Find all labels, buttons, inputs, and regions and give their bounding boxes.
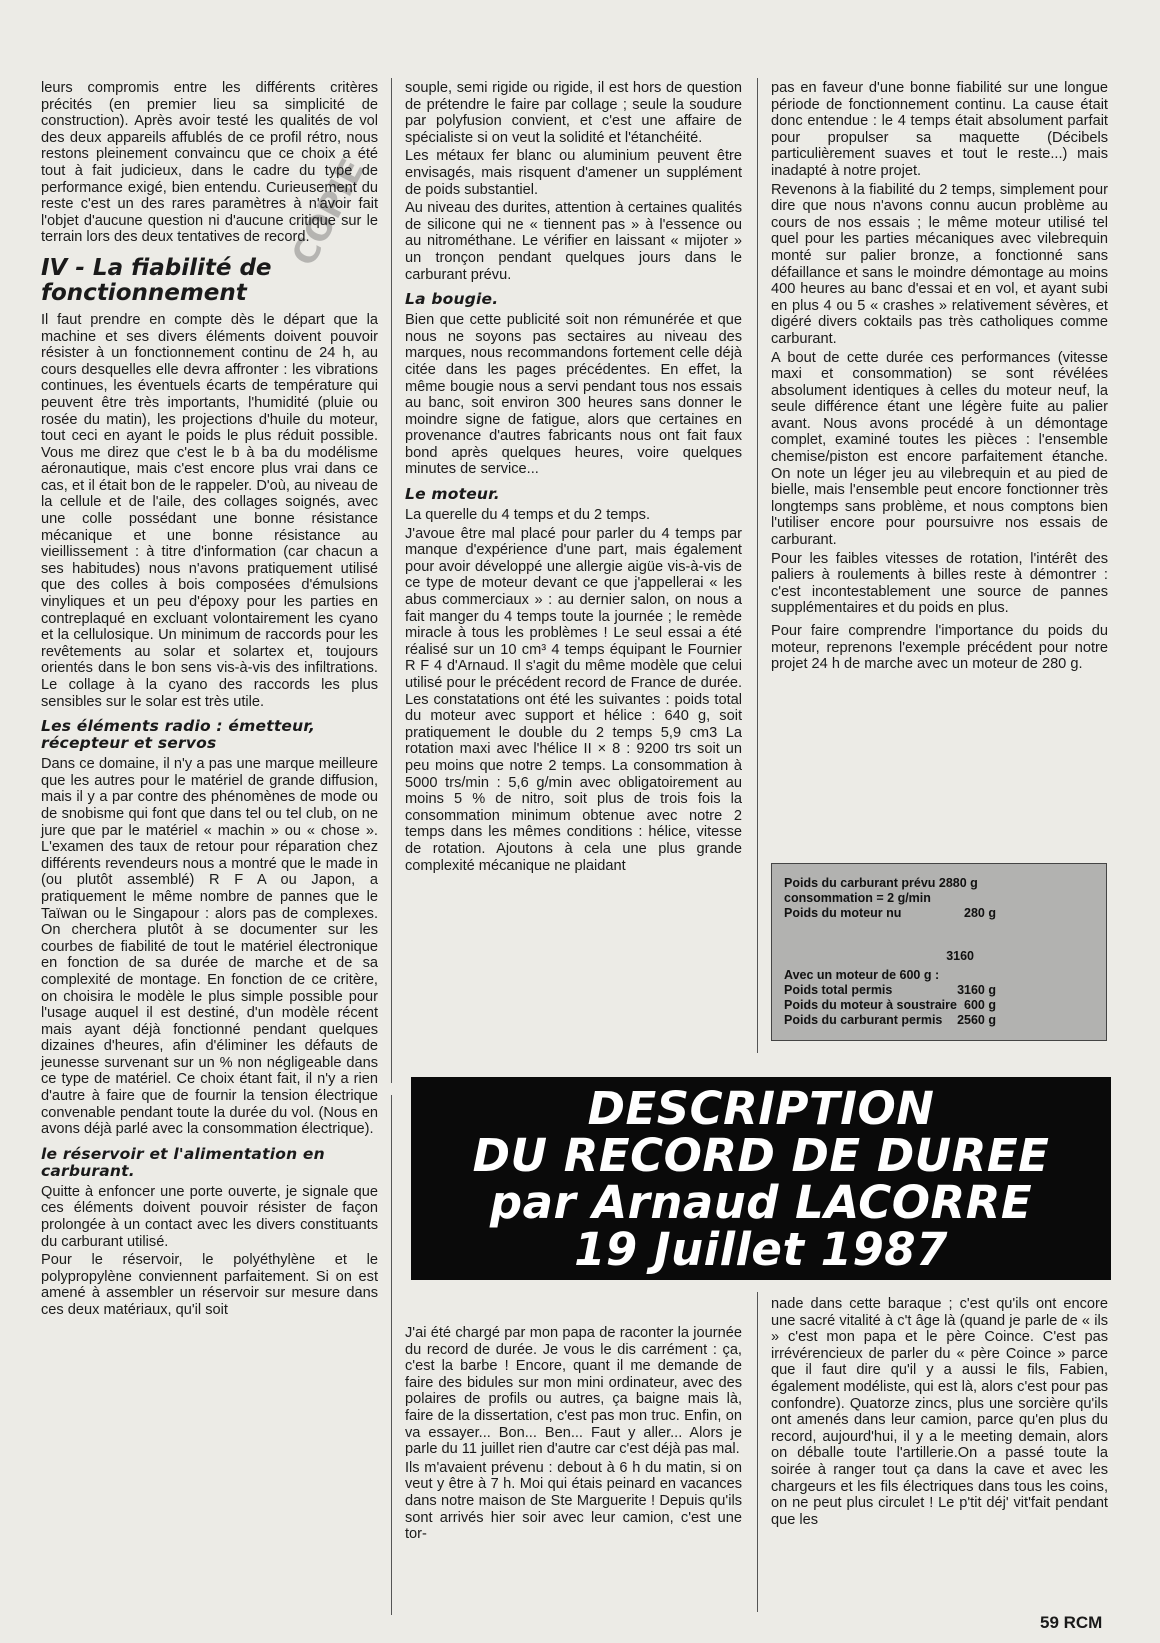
column-rule [757,78,758,1053]
column-1 [41,80,378,1321]
fuel-box-row [784,906,996,921]
fuel-box-total: 3160 [946,949,974,963]
column-4 [405,1325,742,1545]
fuel-box-line: consommation = 2 g/min [784,891,931,905]
paragraph: Revenons à la fiabilité du 2 temps, simplement pour dire que nous n'avons connu aucun problème au cours de nos essais ; le même moteur utilisé tel quel pour les parties mécaniques avec vilebrequin monté sur palier bronze, a fonctionné sans défaillance et sans le moindre démontage au moins 400 heures au banc d'essai et en vol, et ayant subi en plus 4 ou 5 « crashes » relativement sévères, et digéré divers coktails pas très catholiques comme carburant. [771,181,1108,347]
fuel-box-row [784,1013,996,1028]
paragraph: A bout de cette durée ces performances (vitesse maxi et consommation) se sont révélées absolument identiques à celles du moteur neuf, la seule différence étant une légère fuite au palier avant. Nous avons procédé à un démontage complet, examiné toutes les pièces : l'ensemble chemise/piston est encore parfaitement étanche. On note un léger jeu au vilebrequin et au pied de bielle, mais l'ensemble peut encore fonctionner très longtemps sans problème, et nous comptons bien l'utiliser encore pour poursuivre nos essais de carburant. [771,349,1108,549]
paragraph: leurs compromis entre les différents critères précités (en premier lieu sa simplicité de construction). Après avoir testé les qualités de vol des deux appareils affublés de ce profil rétro, nous restons pleinement convaincu que ce choix a été tout à fait judicieux, dans le cadre du type de performance exigé, bien entendu. Curieusement du reste c'est un des rares paramètres à n'avoir fait l'objet d'aucune question ni d'aucune critique sur le terrain lors des deux tentatives de record. [41,80,378,246]
subheading-bougie: La bougie. [405,290,499,309]
archive-stamp-watermark: COPIE [284,152,374,273]
paragraph: J'ai été chargé par mon papa de raconter la journée du record de durée. Je vous le dis carrément : ça, c'est la barbe ! Encore, quant il me demande de faire des bidules sur mon mini ordinateur, avec des polaires de profils ou autres, ça baigne mais là, faire de la dissertation, c'est pas mon truc. Enfin, on va essayer... Bon... Ben... Faut y aller... Alors je parle du 11 juillet rien d'autre car c'est déjà pas mal. [405,1325,742,1458]
fuel-box-value: 280 g [964,906,996,920]
paragraph: nade dans cette baraque ; c'est qu'ils ont encore une sacré vitalité à c't âge là (quand je parle de « ils » c'est mon papa et le père Coince. C'est pas irrévérencieux de parler du « père Coince » parce que il faut dire qu'il y a aussi le fils, Fabien, également modéliste, qui est là, alors c'est pour pas confondre). Quatorze zincs, plus une sorcière qu'ils ont amenés dans leur camion, parce qu'en plus du record, aujourd'hui, il y a le meeting demain, alors on déballe toute l'artillerie.On a passé toute la soirée à ranger tout ça dans la cave et avec les chargeurs et les fils électriques dans tous les coins, on ne peut plus circulet ! Le p'tit déj' vit'fait pendant que les [771,1296,1108,1528]
column-rule [391,1095,392,1615]
paragraph: Pour le réservoir, le polyéthylène et le polypropylène conviennent parfaitement. Si on est amené à assembler un réservoir sur mesure dans ces deux matériaux, qu'il soit [41,1252,378,1318]
paragraph: Bien que cette publicité soit non rémunérée et que nous ne soyons pas sectaires au niveau des marques, nous recommandons fortement celle déjà citée dans les pages précédentes. En effet, la même bougie nous a servi pendant tous nos essais au banc, soit environ 300 heures sans donner le moindre signe de fatigue, alors que certaines en provenance d'autres fabricants nous ont fait faux bond après quelques heures, voire quelques minutes de service... [405,312,742,478]
banner-line: DU RECORD DE DUREE [472,1128,1050,1182]
paragraph: Pour les faibles vitesses de rotation, l'intérêt des paliers à roulements à billes reste à démontrer : c'est incontestablement une source de pannes supplémentaires et du poids en plus. [771,550,1108,617]
subheading-moteur: Le moteur. [405,485,500,504]
paragraph: souple, semi rigide ou rigide, il est hors de question de prétendre le faire par collage ; seule la soudure par polyfusion convient, et c'est une affaire de spécialiste si on veut la solidité et l'étanchéité. [405,80,742,146]
subheading-reservoir: le réservoir et l'alimentation en carburant. [41,1144,325,1180]
fuel-box-label: Poids du moteur nu [784,906,902,920]
paragraph: Les métaux fer blanc ou aluminium peuvent être envisagés, mais risquent d'amener un supplément de poids substantiel. [405,148,742,198]
fuel-box-label: Poids du carburant permis [784,1013,943,1027]
record-description-banner [411,1077,1111,1280]
banner-line: DESCRIPTION [587,1081,935,1135]
paragraph: Pour faire comprendre l'importance du poids du moteur, reprenons l'exemple précédent pour notre projet 24 h de marche avec un moteur de 280 g. [771,623,1108,673]
subheading-elements-radio: Les éléments radio : émetteur, récepteur et servos [41,717,316,753]
fuel-box-label: Poids du moteur à soustraire [784,998,957,1012]
column-3 [771,80,1108,675]
paragraph: pas en faveur d'une bonne fiabilité sur une longue période de fonctionnement continu. La cause était donc entendue : le 4 temps était absolument parfait pour propulser sa maquette (Décibels particulièrement suaves et tout le reste...) mais inadapté à notre projet. [771,80,1108,179]
fuel-box-value: 600 g [964,998,996,1012]
fuel-weight-box [771,863,1107,1041]
fuel-box-value: 2560 g [957,1013,996,1027]
fuel-box-line: Avec un moteur de 600 g : [784,968,940,982]
fuel-box-row [784,998,996,1013]
section-heading-fiabilite: IV - La fiabilité de fonctionnement [41,254,272,306]
paragraph: Au niveau des durites, attention à certaines qualités de silicone qui ne « tiennent pas » à l'essence ou au nitrométhane. Le vérifier en laissant « mijoter » un tronçon pendant quelques jours dans le carburant prévu. [405,200,742,283]
fuel-box-line: Poids du carburant prévu 2880 g [784,876,978,890]
paragraph: Dans ce domaine, il n'y a pas une marque meilleure que les autres pour le matériel de grande diffusion, mais il y a par contre des phénomènes de mode ou de snobisme qui font que dans tel ou tel club, on ne jure que par le matériel « machin » ou « chose ». L'examen des taux de retour pour réparation chez différents revendeurs nous a montré que le made in (ou plutôt assemblé) R F A ou Japon, a pratiquement le même nombre de pannes que le Taïwan ou le Singapour : alors pas de complexes. On cherchera plutôt à se documenter sur les courbes de fiabilité de tout le matériel électronique en fonction de sa durée de marche et de sa complexité de montage. En fonction de ce critère, on choisira le modèle le plus simple possible pour l'usage auquel il est destiné, d'un modèle récent mais ayant déjà fonctionné pendant quelques dizaines d'heures, afin d'éliminer les défauts de jeunesse survenant sur un % non négligeable dans ce type de matériel. Ce choix étant fait, il n'y a rien d'autre à faire que de fournir la tension électrique convenable pendant toute la durée du vol. (Nous en avons déjà parlé avec la consommation électrique). [41,756,378,1138]
banner-line: 19 Juillet 1987 [574,1222,948,1276]
banner-line: par Arnaud LACORRE [489,1175,1033,1229]
column-rule [391,78,392,1083]
column-2 [405,80,742,876]
column-5 [771,1296,1108,1530]
paragraph: Ils m'avaient prévenu : debout à 6 h du matin, si on veut y être à 7 h. Moi qui étais peinard en vacances dans notre maison de Ste Marguerite ! Depuis qu'ils sont arrivés hier soir avec leur camion, c'est une tor- [405,1459,742,1543]
fuel-box-value: 3160 g [957,983,996,997]
page-folio: 59 RCM [1040,1613,1103,1632]
paragraph: J'avoue être mal placé pour parler du 4 temps par manque d'expérience d'une part, mais également pour avoir développé une allergie aigüe vis-à-vis de ce type de moteur devant ce que j'appellerai « les abus commerciaux » : au dernier salon, on nous a fait manger du 4 temps toute la journée ; le remède miracle à tous les problèmes ! Le seul essai a été réalisé sur un 10 cm³ 4 temps équipant le Fournier R F 4 d'Arnaud. Il s'agit du même modèle que celui utilisé pour le précédent record de France de durée. Les constatations ont été les suivantes : poids total du moteur avec support et hélice : 640 g, soit pratiquement le double du 2 temps 5,9 cm3 La rotation maxi avec l'hélice II × 8 : 9200 trs soit un peu moins que notre 2 temps. La consommation à 5000 trs/min : 5,6 g/min avec obligatoirement au moins 5 % de nitro, soit plus de trois fois la consommation minimum obtenue avec notre 2 temps dans les mêmes conditions : hélice, vitesse de rotation. Ajoutons à cela une plus grande complexité mécanique ne plaidant [405,525,742,874]
column-rule [757,1292,758,1612]
fuel-box-row [784,983,996,998]
paragraph: Il faut prendre en compte dès le départ que la machine et ses divers éléments doivent pouvoir résister à un fonctionnement continu de 24 h, au cours desquelles elle devra affronter : les vibrations continues, les éventuels écarts de température qui peuvent être très importants, l'humidité (pluie ou rosée du matin), les projections d'huile du moteur, tout ceci en ayant le poids le plus réduit possible. Vous me direz que c'est le b à ba du modélisme aéronautique, mais c'est encore plus vrai dans ce cas, et il était bon de le rappeler. D'où, au niveau de la cellule et de l'aile, des collages soignés, avec une colle possédant une bonne résistance mécanique et une bonne résistance au vieillissement : à titre d'information (car chacun a ses habitudes) nous n'avons pratiquement utilisé que des colles à bois composées d'émulsions vinyliques et un peu d'époxy pour les parties en contreplaqué en excluant volontairement les cyano et la cellulosique. Un minimum de raccords pour les revêtements au solar et solartex et, toujours orientés dans le bon sens vis-à-vis des infiltrations. Le collage à la cyano des raccords les plus sensibles sur le solar est très utile. [41,311,378,710]
paragraph: Quitte à enfoncer une porte ouverte, je signale que ces éléments doivent pouvoir résister de façon prolongée à un contact avec les divers constituants du carburant utilisé. [41,1183,378,1250]
fuel-box-label: Poids total permis [784,983,893,997]
paragraph: La querelle du 4 temps et du 2 temps. [405,507,651,524]
